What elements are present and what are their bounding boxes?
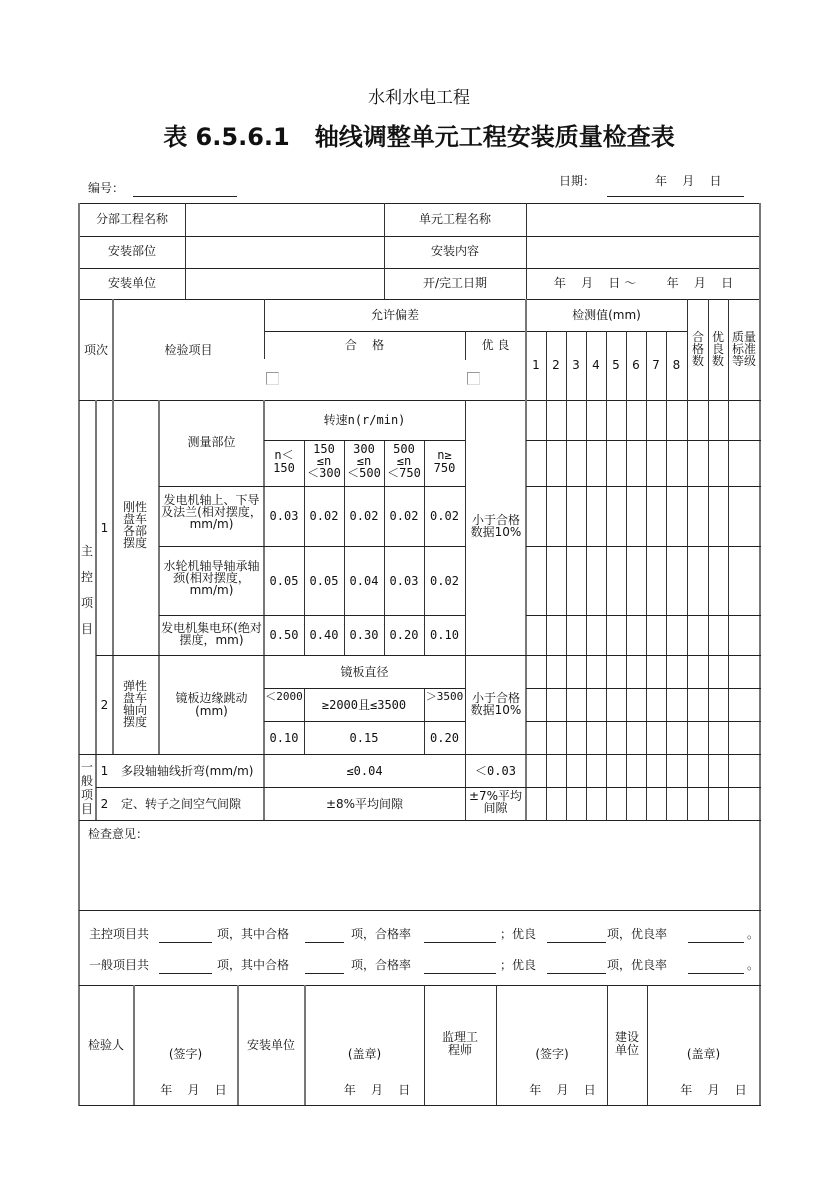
measure-col-1: 1 bbox=[532, 358, 540, 372]
date-label: 日期： bbox=[559, 174, 596, 188]
start-end-date-value[interactable]: 年 月 日 ～ 年 月 日 bbox=[553, 276, 734, 290]
owner-label: 建设单位 bbox=[614, 1030, 639, 1057]
date-field[interactable] bbox=[607, 196, 744, 197]
row-2-value-1: 0.05 bbox=[269, 574, 299, 588]
install-location-field[interactable] bbox=[186, 237, 384, 268]
document-subtitle: 水利水电工程 bbox=[368, 88, 470, 108]
general-item-2-no: 2 bbox=[100, 797, 109, 811]
diameter-value-3: 0.20 bbox=[430, 731, 459, 745]
row-1-value-1: 0.03 bbox=[269, 509, 299, 523]
main-excellent-field[interactable] bbox=[547, 942, 606, 943]
summary-main-excellent-label: ；优良 bbox=[500, 927, 537, 941]
serial-number-label: 编号： bbox=[88, 181, 125, 195]
main-item-2-name: 弹性盘车轴向摆度 bbox=[122, 679, 147, 729]
measure-col-2: 2 bbox=[552, 358, 560, 372]
row-3-value-4: 0.20 bbox=[389, 628, 419, 642]
measure-col-5: 5 bbox=[612, 358, 620, 372]
measure-col-6: 6 bbox=[632, 358, 640, 372]
main-rate-field[interactable] bbox=[424, 942, 496, 943]
speed-range-4: 500 ≤n ＜750 bbox=[387, 442, 421, 480]
install-unit-date: 年 月 日 bbox=[343, 1083, 411, 1097]
measure-part-row-1: 发电机轴上、下导及法兰(相对摆度，mm/m) bbox=[161, 493, 262, 531]
speed-range-1: n＜ 150 bbox=[273, 448, 295, 475]
row-1-value-3: 0.02 bbox=[349, 509, 379, 523]
speed-range-3: 300 ≤n ＜500 bbox=[347, 442, 381, 480]
row-2-value-2: 0.05 bbox=[309, 574, 339, 588]
measure-col-7: 7 bbox=[652, 358, 660, 372]
diameter-range-1: ＜2000 bbox=[265, 690, 303, 703]
row-3-value-3: 0.30 bbox=[349, 628, 379, 642]
general-excellent-field[interactable] bbox=[547, 973, 606, 974]
speed-range-5: n≥ 750 bbox=[433, 448, 456, 475]
main-total-field[interactable] bbox=[159, 942, 212, 943]
speed-range-2: 150 ≤n ＜300 bbox=[307, 442, 341, 480]
general-item-1-name: 多段轴轴线折弯(mm/m) bbox=[121, 764, 254, 778]
speed-header: 转速n(r/min) bbox=[323, 413, 406, 427]
sub-project-field[interactable] bbox=[186, 204, 384, 236]
summary-general-excellent-rate-label: 项，优良率 bbox=[607, 958, 668, 972]
allowed-deviation-header: 允许偏差 bbox=[370, 308, 419, 322]
general-item-2-excellent: ±7%平均间隙 bbox=[468, 789, 523, 815]
owner-seal[interactable]: (盖章) bbox=[686, 1047, 721, 1061]
date-ymd: 年 月 日 bbox=[655, 174, 722, 188]
install-unit-label: 安装单位 bbox=[107, 276, 156, 290]
document-title: 表 6.5.6.1 轴线调整单元工程安装质量检查表 bbox=[163, 123, 675, 151]
qualified-header: 合 格 bbox=[344, 338, 385, 352]
supervisor-date: 年 月 日 bbox=[529, 1083, 596, 1097]
row-2-value-3: 0.04 bbox=[349, 574, 379, 588]
row-1-value-5: 0.02 bbox=[430, 509, 459, 523]
install-content-label: 安装内容 bbox=[430, 244, 479, 258]
excellent-header: 优 良 bbox=[481, 338, 510, 352]
install-location-label: 安装部位 bbox=[107, 244, 156, 258]
mirror-plate-diameter-header: 镜板直径 bbox=[340, 665, 389, 679]
summary-main-prefix: 主控项目共 bbox=[89, 927, 150, 941]
general-item-1-excellent: ＜0.03 bbox=[475, 764, 516, 778]
diameter-value-1: 0.10 bbox=[269, 731, 299, 745]
unit-project-label: 单元工程名称 bbox=[418, 212, 491, 226]
general-item-1-no: 1 bbox=[100, 764, 109, 778]
measure-part-row-3: 发电机集电环(绝对摆度，mm) bbox=[161, 621, 262, 647]
general-total-field[interactable] bbox=[159, 973, 212, 974]
general-item-2-qualified: ±8%平均间隙 bbox=[325, 797, 404, 811]
main-item-1-name: 刚性盘车各部摆度 bbox=[122, 500, 147, 550]
start-end-date-label: 开/完工日期 bbox=[422, 276, 488, 290]
general-item-2-name: 定、转子之间空气间隙 bbox=[121, 797, 242, 811]
inspector-sign[interactable]: (签字) bbox=[168, 1047, 203, 1061]
inspector-date: 年 月 日 bbox=[160, 1083, 227, 1097]
inspection-opinion-field[interactable] bbox=[80, 845, 759, 909]
measure-col-4: 4 bbox=[592, 358, 600, 372]
mirror-plate-runout: 镜板边缘跳动(mm) bbox=[175, 691, 248, 718]
inspection-opinion-label: 检查意见： bbox=[88, 827, 149, 841]
main-qualified-field[interactable] bbox=[305, 942, 344, 943]
summary-main-end: 。 bbox=[747, 927, 760, 941]
qualified-checkbox[interactable] bbox=[266, 372, 279, 385]
main-excellent-rate-field[interactable] bbox=[688, 942, 744, 943]
row-3-value-1: 0.50 bbox=[269, 628, 299, 642]
diameter-range-3: ＞3500 bbox=[425, 690, 464, 703]
general-item-1-qualified: ≤0.04 bbox=[346, 764, 383, 778]
measure-col-8: 8 bbox=[672, 358, 681, 372]
summary-main-qualified-label: 项，其中合格 bbox=[217, 927, 290, 941]
summary-main-excellent-rate-label: 项，优良率 bbox=[607, 927, 668, 941]
unit-project-field[interactable] bbox=[527, 204, 760, 236]
summary-general-prefix: 一般项目共 bbox=[89, 958, 150, 972]
diameter-value-2: 0.15 bbox=[349, 731, 379, 745]
main-item-1-no: 1 bbox=[100, 521, 109, 535]
general-group-label: 一般项目 bbox=[80, 760, 93, 816]
measure-part-header: 测量部位 bbox=[187, 435, 236, 449]
measure-col-3: 3 bbox=[572, 358, 580, 372]
general-rate-field[interactable] bbox=[424, 973, 496, 974]
qualified-count-header: 合格数 bbox=[691, 330, 704, 368]
main-item-2-excellent: 小于合格数据10% bbox=[470, 691, 522, 717]
main-item-2-no: 2 bbox=[100, 698, 109, 712]
main-item-1-excellent: 小于合格数据10% bbox=[470, 513, 522, 539]
summary-general-end: 。 bbox=[747, 958, 760, 972]
general-excellent-rate-field[interactable] bbox=[688, 973, 744, 974]
main-control-group-label: 主控项目 bbox=[80, 544, 93, 636]
sub-project-label: 分部工程名称 bbox=[95, 212, 168, 226]
row-2-value-4: 0.03 bbox=[389, 574, 419, 588]
row-3-value-2: 0.40 bbox=[309, 628, 339, 642]
item-no-header: 项次 bbox=[83, 343, 108, 357]
install-content-field[interactable] bbox=[527, 237, 760, 268]
inspector-label: 检验人 bbox=[87, 1038, 124, 1052]
owner-date: 年 月 日 bbox=[680, 1083, 747, 1097]
summary-general-qualified-label: 项，其中合格 bbox=[217, 958, 290, 972]
row-2-value-5: 0.02 bbox=[430, 574, 459, 588]
diameter-range-2: ≥2000且≤3500 bbox=[321, 698, 407, 712]
serial-number-field[interactable] bbox=[133, 196, 237, 197]
summary-general-excellent-label: ；优良 bbox=[500, 958, 537, 972]
inspection-item-header: 检验项目 bbox=[164, 343, 213, 357]
excellent-checkbox[interactable] bbox=[467, 372, 480, 385]
install-unit-field[interactable] bbox=[186, 269, 384, 299]
install-unit-seal[interactable]: (盖章) bbox=[347, 1047, 382, 1061]
row-1-value-2: 0.02 bbox=[309, 509, 339, 523]
summary-general-rate-label: 项，合格率 bbox=[351, 958, 412, 972]
quality-grade-header: 质量标准等级 bbox=[731, 330, 756, 368]
supervisor-sign[interactable]: (签字) bbox=[535, 1047, 569, 1061]
general-qualified-field[interactable] bbox=[305, 973, 344, 974]
row-1-value-4: 0.02 bbox=[389, 509, 419, 523]
install-unit-sign-label: 安装单位 bbox=[246, 1038, 295, 1052]
measured-values-header: 检测值(mm) bbox=[572, 308, 641, 322]
measure-part-row-2: 水轮机轴导轴承轴颈(相对摆度，mm/m) bbox=[163, 559, 260, 597]
row-3-value-5: 0.10 bbox=[430, 628, 459, 642]
excellent-count-header: 优良数 bbox=[711, 330, 724, 368]
summary-main-rate-label: 项，合格率 bbox=[351, 927, 412, 941]
supervisor-label: 监理工程师 bbox=[441, 1030, 478, 1057]
